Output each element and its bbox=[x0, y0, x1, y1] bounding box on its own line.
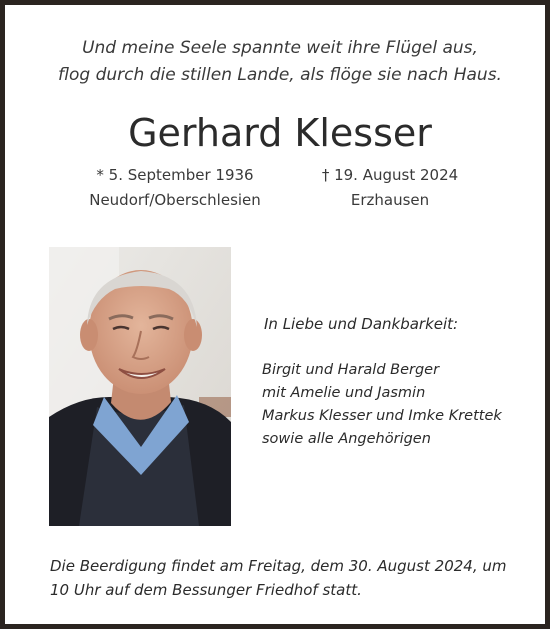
death-place: Erzhausen bbox=[350, 191, 430, 209]
portrait-photo bbox=[49, 247, 231, 526]
death-date: † 19. August 2024 bbox=[321, 166, 459, 184]
portrait-illustration bbox=[49, 247, 231, 526]
mourner-line: Birgit und Harald Berger bbox=[262, 362, 440, 378]
mourner-line: sowie alle Angehörigen bbox=[262, 431, 431, 447]
poem bbox=[5, 35, 550, 89]
mourner-line: Markus Klesser und Imke Krettek bbox=[262, 408, 502, 424]
mourners-list bbox=[262, 359, 502, 451]
funeral-line-2: 10 Uhr auf dem Bessunger Friedhof statt. bbox=[50, 581, 362, 599]
birth-place: Neudorf/Oberschlesien bbox=[89, 191, 261, 209]
birth-date: * 5. September 1936 bbox=[96, 166, 254, 184]
funeral-notice bbox=[50, 554, 530, 602]
poem-line-2: flog durch die stillen Lande, als flöge sie nach Haus. bbox=[58, 65, 502, 85]
funeral-line-1: Die Beerdigung findet am Freitag, dem 30. August 2024, um bbox=[50, 557, 507, 575]
birth-info bbox=[75, 163, 275, 213]
mourners-heading: In Liebe und Dankbarkeit: bbox=[264, 315, 459, 333]
death-info bbox=[295, 163, 485, 213]
deceased-name: Gerhard Klesser bbox=[128, 111, 432, 155]
poem-line-1: Und meine Seele spannte weit ihre Flügel aus, bbox=[82, 38, 478, 58]
mourner-line: mit Amelie und Jasmin bbox=[262, 385, 426, 401]
